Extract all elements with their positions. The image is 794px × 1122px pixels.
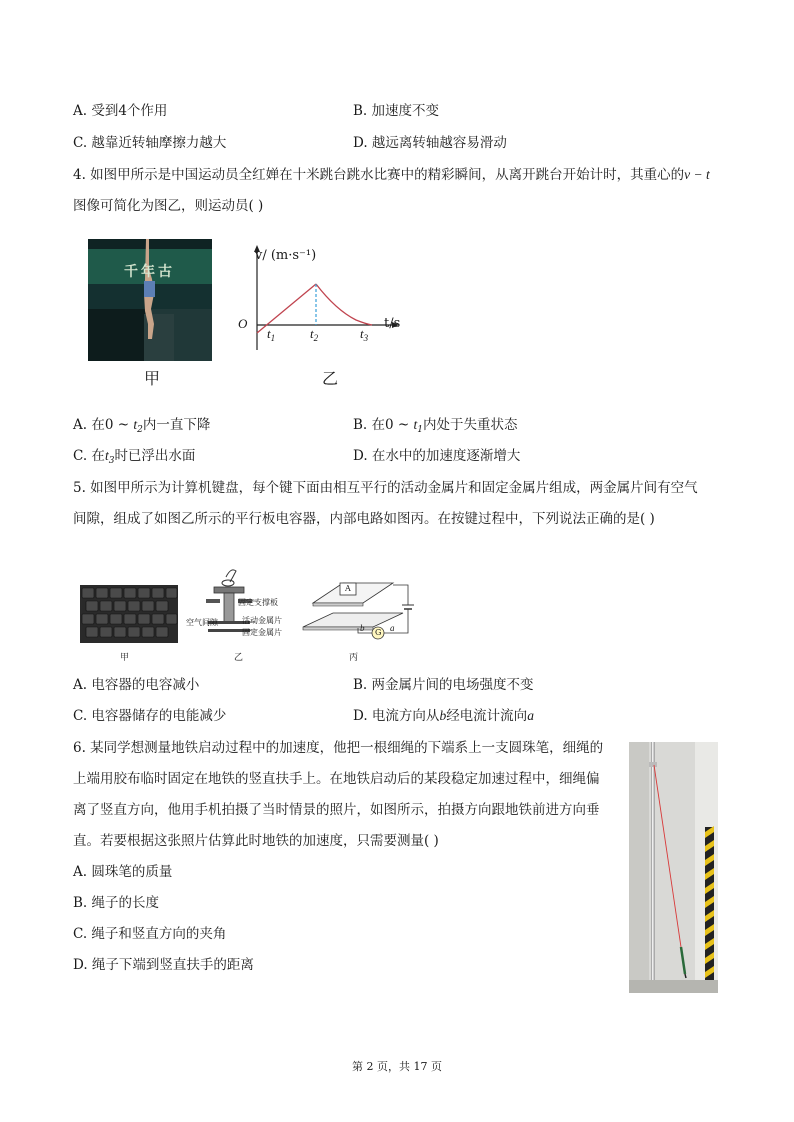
q5-caption-jia: 甲 bbox=[120, 653, 130, 663]
circuit-svg bbox=[298, 575, 418, 645]
q4-stem-text: 4. 如图甲所示是中国运动员全红婵在十米跳台跳水比赛中的精彩瞬间，从离开跳台开始计时，其重心的 bbox=[73, 167, 685, 183]
circuit-label-b: b bbox=[360, 623, 365, 633]
circuit-label-g: G bbox=[375, 628, 382, 637]
q4-option-a-var: t bbox=[133, 417, 138, 432]
q6-stem-line4: 直。若要根据这张照片估算此时地铁的加速度，只需要测量( ) bbox=[73, 833, 439, 849]
q5-option-d-a: a bbox=[527, 708, 534, 723]
q6-option-b: B. 绳子的长度 bbox=[73, 895, 160, 911]
tick-t2-var: t bbox=[310, 326, 314, 341]
q5-stem-line1: 5. 如图甲所示为计算机键盘，每个键下面由相互平行的活动金属片和固定金属片组成，两金属片间有空气 bbox=[73, 480, 698, 496]
q4-option-a-post: 内一直下降 bbox=[142, 417, 211, 433]
tick-t3 bbox=[360, 326, 368, 343]
caption-yi: 乙 bbox=[321, 369, 338, 388]
diver-photo bbox=[88, 239, 212, 361]
q5-option-c: C. 电容器储存的电能减少 bbox=[73, 708, 227, 724]
diver-photo-image bbox=[88, 239, 212, 361]
q4-option-c-sub: 3 bbox=[108, 456, 115, 466]
subway-photo-image bbox=[629, 742, 718, 993]
q5-caption-yi: 乙 bbox=[234, 653, 244, 663]
q6-stem-line3: 离了竖直方向，他用手机拍摄了当时情景的照片，如图所示，拍摄方向跟地铁前进方向垂 bbox=[73, 802, 600, 818]
q4-stem-line1 bbox=[73, 166, 710, 184]
q4-option-b-sub: 1 bbox=[417, 425, 423, 435]
subway-handrail-photo bbox=[629, 742, 718, 993]
q4-option-c-pre: C. 在 bbox=[73, 448, 105, 464]
q4-option-c bbox=[73, 447, 195, 470]
q5-option-d-pre: D. 电流方向从 bbox=[353, 708, 440, 724]
label-moving-metal: 活动金属片 bbox=[242, 616, 282, 625]
q4-option-a-pre: A. 在0 ~ bbox=[73, 417, 134, 433]
q3-option-a: A. 受到4个作用 bbox=[73, 103, 168, 119]
q4-option-c-var: t bbox=[104, 448, 109, 463]
label-air-gap: 空气间隙 bbox=[186, 618, 218, 627]
tick-t2 bbox=[310, 326, 318, 343]
label-fixed-metal: 固定金属片 bbox=[242, 628, 282, 637]
keyboard-image bbox=[80, 585, 178, 643]
q4-option-b-pre: B. 在0 ~ bbox=[353, 417, 414, 433]
q4-option-b-post: 内处于失重状态 bbox=[423, 417, 518, 433]
q4-vt: v − t bbox=[684, 167, 710, 182]
vt-curve-falling bbox=[316, 284, 372, 325]
q5-stem-line2: 间隙，组成了如图乙所示的平行板电容器，内部电路如图丙。在按键过程中，下列说法正确的是( ) bbox=[73, 511, 655, 527]
q5-option-d bbox=[353, 707, 534, 725]
q5-caption-bing: 丙 bbox=[349, 653, 359, 663]
graph-xlabel: t/s bbox=[384, 316, 401, 331]
q6-option-d: D. 绳子下端到竖直扶手的距离 bbox=[73, 957, 254, 973]
q5-option-d-b: b bbox=[439, 708, 447, 723]
q3-option-c: C. 越靠近转轴摩擦力越大 bbox=[73, 135, 227, 151]
q5-option-a: A. 电容器的电容减小 bbox=[73, 677, 200, 693]
hazard-stripe bbox=[705, 826, 714, 993]
q3-option-b: B. 加速度不变 bbox=[353, 103, 440, 119]
circuit-label-a: a bbox=[390, 623, 395, 633]
tick-t1-var: t bbox=[267, 326, 271, 341]
graph-ylabel: v/ (m·s⁻¹) bbox=[255, 248, 317, 263]
graph-origin: O bbox=[238, 316, 248, 331]
tick-t3-var: t bbox=[360, 326, 364, 341]
q6-option-c: C. 绳子和竖直方向的夹角 bbox=[73, 926, 227, 942]
q4-stem-line2: 图像可简化为图乙，则运动员( ) bbox=[73, 198, 264, 214]
q4-option-b-var: t bbox=[413, 417, 418, 432]
keyboard-photo bbox=[80, 585, 178, 643]
caption-jia: 甲 bbox=[143, 369, 160, 388]
photo-banner-text: 千年古 bbox=[124, 264, 175, 280]
q3-option-d: D. 越远离转轴越容易滑动 bbox=[353, 135, 507, 151]
tick-t1 bbox=[267, 326, 275, 343]
label-fixed-plate: 固定支撑板 bbox=[238, 598, 278, 607]
q4-option-d: D. 在水中的加速度逐渐增大 bbox=[353, 448, 521, 464]
q6-option-a: A. 圆珠笔的质量 bbox=[73, 864, 173, 880]
page-footer: 第 2 页，共 17 页 bbox=[352, 1060, 442, 1073]
tick-t3-sub: 3 bbox=[363, 333, 369, 343]
tick-t2-sub: 2 bbox=[313, 333, 319, 343]
vt-line-rising bbox=[257, 284, 316, 333]
q5-option-d-mid: 经电流计流向 bbox=[446, 708, 528, 724]
q4-option-b bbox=[353, 416, 518, 439]
capacitor-key-figure bbox=[186, 565, 296, 647]
tick-t1-sub: 1 bbox=[270, 333, 276, 343]
q5-option-b: B. 两金属片间的电场强度不变 bbox=[353, 677, 534, 693]
circuit-figure bbox=[298, 575, 418, 645]
q6-stem-line2: 上端用胶布临时固定在地铁的竖直扶手上。在地铁启动后的某段稳定加速过程中，细绳偏 bbox=[73, 771, 600, 787]
vt-graph bbox=[232, 240, 432, 370]
q4-option-a bbox=[73, 416, 210, 439]
q4-option-c-post: 时已浮出水面 bbox=[114, 448, 196, 464]
q6-stem-line1: 6. 某同学想测量地铁启动过程中的加速度，他把一根细绳的下端系上一支圆珠笔，细绳的 bbox=[73, 740, 604, 756]
circuit-label-a-key: A bbox=[345, 584, 351, 593]
q4-option-a-sub: 2 bbox=[137, 425, 143, 435]
